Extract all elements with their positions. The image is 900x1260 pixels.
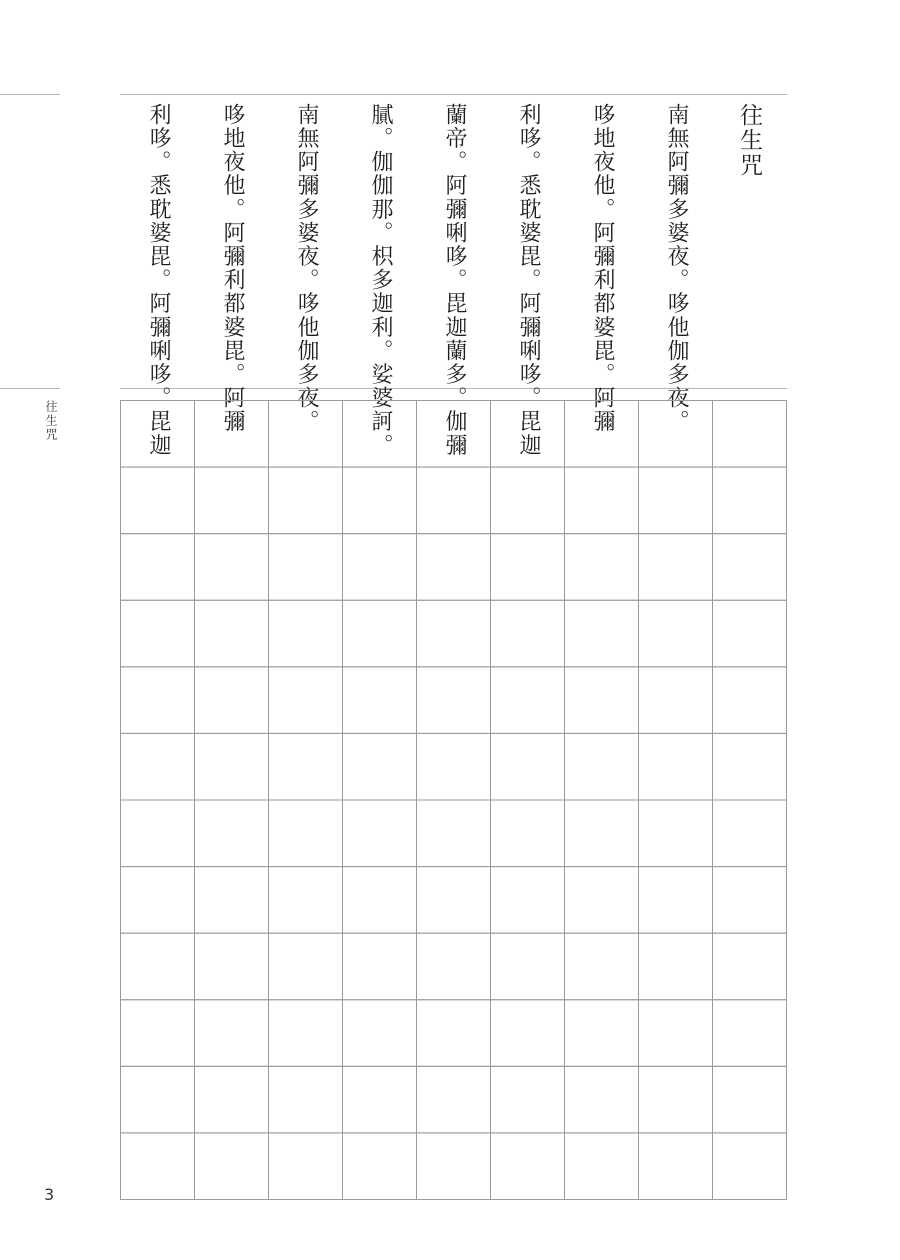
grid-cell[interactable] bbox=[639, 733, 713, 800]
grid-cell[interactable] bbox=[269, 401, 343, 468]
grid-cell[interactable] bbox=[343, 667, 417, 734]
grid-cell[interactable] bbox=[269, 933, 343, 1000]
grid-cell[interactable] bbox=[713, 800, 787, 867]
grid-cell[interactable] bbox=[195, 1133, 269, 1200]
grid-cell[interactable] bbox=[343, 534, 417, 601]
grid-cell[interactable] bbox=[269, 1066, 343, 1133]
grid-cell[interactable] bbox=[565, 733, 639, 800]
grid-cell[interactable] bbox=[343, 733, 417, 800]
sutra-column-3: 利哆。悉耽婆毘。阿彌唎哆。毘迦 bbox=[516, 103, 541, 457]
grid-cell[interactable] bbox=[639, 667, 713, 734]
grid-cell[interactable] bbox=[269, 867, 343, 934]
grid-cell[interactable] bbox=[121, 800, 195, 867]
grid-cell[interactable] bbox=[121, 1000, 195, 1067]
grid-cell[interactable] bbox=[565, 401, 639, 468]
page-number: 3 bbox=[44, 1185, 55, 1204]
grid-cell[interactable] bbox=[491, 534, 565, 601]
practice-grid-lines bbox=[120, 400, 787, 1200]
grid-cell[interactable] bbox=[491, 1133, 565, 1200]
grid-cell[interactable] bbox=[269, 800, 343, 867]
grid-cell[interactable] bbox=[491, 467, 565, 534]
grid-cell[interactable] bbox=[491, 933, 565, 1000]
grid-cell[interactable] bbox=[491, 401, 565, 468]
sutra-column-7: 哆地夜他。阿彌利都婆毘。阿彌 bbox=[220, 103, 245, 434]
grid-cell[interactable] bbox=[269, 1000, 343, 1067]
grid-cell[interactable] bbox=[343, 467, 417, 534]
grid-cell[interactable] bbox=[565, 1133, 639, 1200]
grid-cell[interactable] bbox=[713, 401, 787, 468]
side-title: 往生咒 bbox=[44, 400, 58, 442]
sutra-column-2: 哆地夜他。阿彌利都婆毘。阿彌 bbox=[590, 103, 615, 434]
grid-cell[interactable] bbox=[195, 800, 269, 867]
grid-cell[interactable] bbox=[639, 1066, 713, 1133]
sutra-column-1: 南無阿彌多婆夜。哆他伽多夜。 bbox=[664, 103, 689, 434]
grid-cell[interactable] bbox=[195, 600, 269, 667]
grid-cell[interactable] bbox=[269, 1133, 343, 1200]
grid-cell[interactable] bbox=[565, 800, 639, 867]
top-left-rule bbox=[0, 94, 60, 95]
grid-cell[interactable] bbox=[121, 933, 195, 1000]
grid-cell[interactable] bbox=[195, 933, 269, 1000]
grid-cell[interactable] bbox=[195, 733, 269, 800]
grid-cell[interactable] bbox=[343, 1133, 417, 1200]
grid-cell[interactable] bbox=[491, 800, 565, 867]
grid-cell[interactable] bbox=[713, 1000, 787, 1067]
sutra-text-panel bbox=[120, 95, 787, 457]
grid-cell[interactable] bbox=[195, 867, 269, 934]
grid-cell[interactable] bbox=[343, 401, 417, 468]
grid-cell[interactable] bbox=[417, 600, 491, 667]
grid-cell[interactable] bbox=[639, 600, 713, 667]
sutra-title: 往生咒 bbox=[736, 103, 762, 178]
grid-cell[interactable] bbox=[195, 1000, 269, 1067]
grid-cell[interactable] bbox=[713, 667, 787, 734]
grid-cell[interactable] bbox=[639, 534, 713, 601]
grid-cell[interactable] bbox=[417, 800, 491, 867]
grid-cell[interactable] bbox=[713, 467, 787, 534]
grid-cell[interactable] bbox=[639, 467, 713, 534]
grid-cell[interactable] bbox=[343, 867, 417, 934]
grid-cell[interactable] bbox=[713, 933, 787, 1000]
grid-cell[interactable] bbox=[343, 600, 417, 667]
sutra-column-8: 利哆。悉耽婆毘。阿彌唎哆。毘迦 bbox=[146, 103, 171, 457]
grid-cell[interactable] bbox=[417, 1066, 491, 1133]
grid-cell[interactable] bbox=[491, 600, 565, 667]
grid-cell[interactable] bbox=[121, 1066, 195, 1133]
grid-cell[interactable] bbox=[491, 1000, 565, 1067]
grid-cell[interactable] bbox=[491, 667, 565, 734]
grid-cell[interactable] bbox=[565, 534, 639, 601]
grid-cell[interactable] bbox=[565, 467, 639, 534]
grid-cell[interactable] bbox=[565, 1066, 639, 1133]
grid-cell[interactable] bbox=[639, 1000, 713, 1067]
grid-cell[interactable] bbox=[713, 1133, 787, 1200]
grid-cell[interactable] bbox=[269, 467, 343, 534]
grid-cell[interactable] bbox=[195, 1066, 269, 1133]
grid-cell[interactable] bbox=[417, 1133, 491, 1200]
grid-cell[interactable] bbox=[269, 600, 343, 667]
grid-cell[interactable] bbox=[713, 867, 787, 934]
grid-cell[interactable] bbox=[639, 800, 713, 867]
grid-cell[interactable] bbox=[639, 867, 713, 934]
grid-cell[interactable] bbox=[713, 733, 787, 800]
grid-cell[interactable] bbox=[639, 401, 713, 468]
grid-cell[interactable] bbox=[565, 600, 639, 667]
grid-cell[interactable] bbox=[343, 1066, 417, 1133]
grid-cell[interactable] bbox=[417, 733, 491, 800]
grid-cell[interactable] bbox=[195, 467, 269, 534]
grid-cell[interactable] bbox=[565, 867, 639, 934]
grid-cell[interactable] bbox=[269, 667, 343, 734]
grid-cell[interactable] bbox=[343, 800, 417, 867]
grid-cell[interactable] bbox=[639, 1133, 713, 1200]
grid-cell[interactable] bbox=[121, 1133, 195, 1200]
grid-cell[interactable] bbox=[195, 534, 269, 601]
grid-cell[interactable] bbox=[269, 534, 343, 601]
grid-cell[interactable] bbox=[713, 1066, 787, 1133]
grid-cell[interactable] bbox=[417, 401, 491, 468]
grid-cell[interactable] bbox=[417, 467, 491, 534]
sutra-column-6: 南無阿彌多婆夜。哆他伽多夜。 bbox=[294, 103, 319, 434]
grid-cell[interactable] bbox=[121, 467, 195, 534]
grid-cell[interactable] bbox=[195, 401, 269, 468]
grid-cell[interactable] bbox=[343, 933, 417, 1000]
grid-cell[interactable] bbox=[121, 667, 195, 734]
grid-cell[interactable] bbox=[417, 1000, 491, 1067]
mid-left-rule bbox=[0, 388, 60, 389]
grid-cell[interactable] bbox=[491, 867, 565, 934]
grid-cell[interactable] bbox=[417, 667, 491, 734]
grid-cell[interactable] bbox=[565, 667, 639, 734]
sutra-column-4: 蘭帝。阿彌唎哆。毘迦蘭多。伽彌 bbox=[442, 103, 467, 457]
grid-cell[interactable] bbox=[121, 401, 195, 468]
grid-cell[interactable] bbox=[121, 600, 195, 667]
grid-cell[interactable] bbox=[417, 933, 491, 1000]
grid-cell[interactable] bbox=[565, 933, 639, 1000]
grid-cell[interactable] bbox=[121, 733, 195, 800]
grid-cell[interactable] bbox=[639, 933, 713, 1000]
grid-cell[interactable] bbox=[565, 1000, 639, 1067]
grid-cell[interactable] bbox=[343, 1000, 417, 1067]
grid-cell[interactable] bbox=[417, 534, 491, 601]
grid-cell[interactable] bbox=[491, 733, 565, 800]
sutra-column-5: 膩。伽伽那。枳多迦利。娑婆訶。 bbox=[368, 103, 393, 457]
grid-cell[interactable] bbox=[713, 534, 787, 601]
grid-cell[interactable] bbox=[121, 867, 195, 934]
grid-cell[interactable] bbox=[713, 600, 787, 667]
grid-cell[interactable] bbox=[491, 1066, 565, 1133]
grid-cell[interactable] bbox=[417, 867, 491, 934]
practice-grid[interactable] bbox=[120, 400, 787, 1200]
grid-cell[interactable] bbox=[269, 733, 343, 800]
grid-cell[interactable] bbox=[195, 667, 269, 734]
grid-cell[interactable] bbox=[121, 534, 195, 601]
